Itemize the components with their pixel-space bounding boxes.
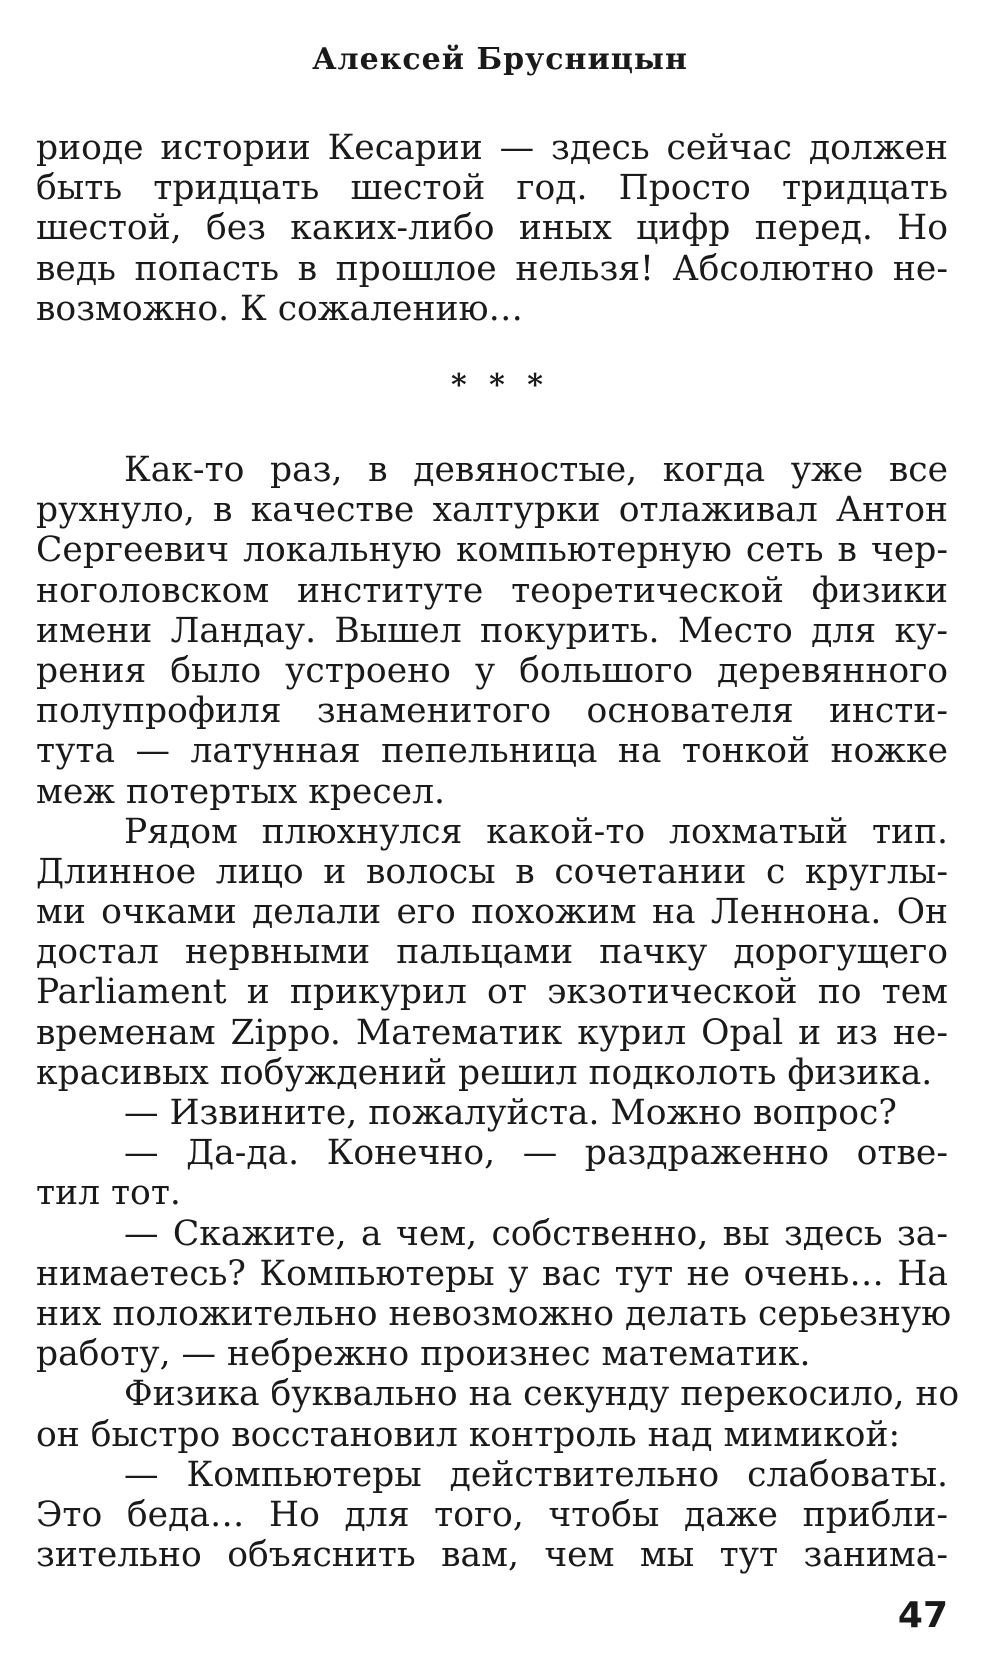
dialogue-line: — Да-да. Конечно, — раздраженно отве- — [124, 1133, 948, 1174]
text-line: возможно. К сожалению… — [36, 288, 523, 329]
text-line: временам Zippo. Математик курил Opal и из не- — [36, 1012, 948, 1053]
text-line: зительно объяснить вам, чем мы тут занима- — [36, 1535, 948, 1576]
text-line: тил тот. — [36, 1173, 181, 1214]
text-line: полупрофиля знаменитого основателя инсти- — [36, 691, 948, 732]
text-line: Сергеевич локальную компьютерную сеть в чер- — [36, 530, 948, 571]
opening-paragraph — [36, 128, 948, 329]
text-line: он быстро восстановил контроль над мимикой: — [36, 1414, 901, 1455]
text-line: Физика буквально на секунду перекосило, но — [124, 1374, 960, 1415]
main-text — [36, 450, 960, 1576]
dialogue-line: — Извините, пожалуйста. Можно вопрос? — [124, 1093, 897, 1133]
text-line: меж потертых кресел. — [36, 771, 445, 812]
text-line: ми очками делали его похожим на Леннона. Он — [36, 892, 948, 933]
text-line: них положительно невозможно делать серьезную — [36, 1293, 952, 1334]
text-line: достал нервными пальцами пачку дорогущего — [36, 932, 948, 973]
text-line: Длинное лицо и волосы в сочетании с круглы- — [36, 851, 948, 892]
text-line: шестой, без каких-либо иных цифр перед. Но — [36, 208, 948, 249]
text-line: рухнуло, в качестве халтурки отлаживал Антон — [36, 490, 948, 531]
text-line: Parliament и прикурил от экзотической по тем — [36, 972, 948, 1013]
dialogue-line: — Скажите, а чем, собственно, вы здесь за- — [124, 1213, 948, 1254]
text-line: Это беда… Но для того, чтобы даже прибли- — [36, 1494, 948, 1535]
text-line: быть тридцать шестой год. Просто тридцать — [36, 168, 948, 209]
text-line: Рядом плюхнулся какой-то лохматый тип. — [124, 811, 948, 852]
text-line: работу, — небрежно произнес математик. — [36, 1334, 811, 1375]
running-header-author: Алексей Брусницын — [312, 42, 688, 77]
text-line: ведь попасть в прошлое нельзя! Абсолютно не- — [36, 248, 948, 289]
page-number: 47 — [897, 1595, 948, 1636]
text-line: риоде истории Кесарии — здесь сейчас должен — [36, 128, 948, 168]
text-line: имени Ландау. Вышел покурить. Место для ку- — [36, 610, 948, 651]
text-line: красивых побуждений решил подколоть физика. — [36, 1052, 933, 1093]
text-line: рения было устроено у большого деревянного — [36, 650, 948, 691]
text-line: нимаетесь? Компьютеры у вас тут не очень… На — [36, 1253, 948, 1294]
text-line: Как-то раз, в девяностые, когда уже все — [124, 450, 948, 490]
text-line: тута — латунная пепельница на тонкой ножке — [36, 731, 948, 772]
dialogue-line: — Компьютеры действительно слабоваты. — [124, 1454, 948, 1495]
text-line: ноголовском институте теоретической физики — [36, 570, 948, 611]
section-separator: * * * — [451, 368, 549, 403]
